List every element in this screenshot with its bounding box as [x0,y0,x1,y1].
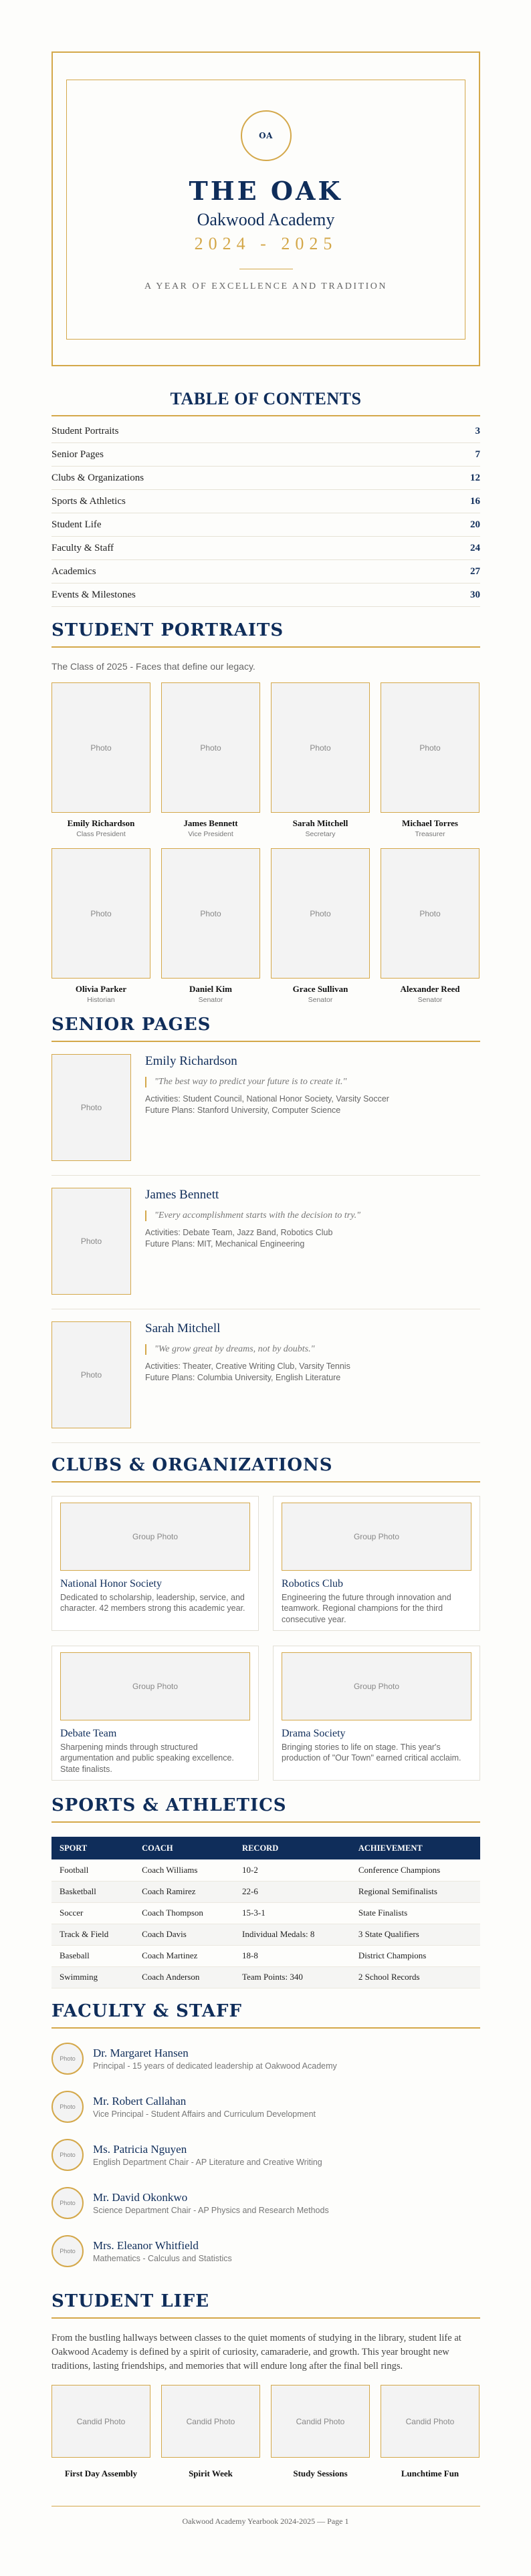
student-name: Alexander Reed [400,984,460,994]
club-grid [51,1496,480,1781]
seniors-section [51,1015,480,1443]
portraits-section [51,620,480,1004]
toc-item-label: Student Portraits [51,425,119,436]
faculty-name: Mr. David Okonkwo [93,2191,188,2204]
cell-achievement: Conference Champions [350,1859,480,1881]
faculty-role: Vice Principal - Student Affairs and Curriculum Development [93,2109,316,2119]
club-photo: Group Photo [60,1503,250,1571]
candid-photo: Candid Photo [271,2385,370,2458]
cell-achievement: District Champions [350,1945,480,1966]
cell-achievement: State Finalists [350,1902,480,1924]
student-role: Historian [87,996,115,1004]
avatar: Photo [51,2091,84,2123]
cell-achievement: Regional Semifinalists [350,1881,480,1902]
senior-photo: Photo [51,1188,131,1295]
avatar: Photo [51,2187,84,2219]
life-text: From the bustling hallways between classes to the quiet moments of studying in the library, student life at Oakwood Academy is defined by a spirit of curiosity, camaraderie, and growth. This year brought new traditions, lasting friendships, and memories that will endure long after the final bell rings. [51,2333,461,2372]
faculty-info [93,2095,316,2119]
student-role: Vice President [188,830,233,838]
avatar: Photo [51,2139,84,2171]
life-grid [51,2385,480,2479]
toc-item[interactable] [51,537,480,560]
senior-name: Emily Richardson [145,1054,237,1068]
cell-record: Team Points: 340 [234,1966,350,1988]
life-rule [51,2317,480,2319]
senior-info [145,1321,350,1431]
school-years: 2024 - 2025 [194,234,338,253]
faculty-list [51,2035,480,2275]
cell-sport: Football [51,1859,134,1881]
life-caption: Lunchtime Fun [401,2468,459,2479]
cell-coach: Coach Martinez [134,1945,234,1966]
candid-photo: Candid Photo [381,2385,480,2458]
toc-rule [51,415,480,416]
student-name: Emily Richardson [67,818,135,828]
club-desc: Bringing stories to life on stage. This year's production of "Our Town" earned critical acclaim. [282,1743,461,1763]
portrait-photo: Photo [161,848,260,979]
sports-header-row [51,1837,480,1859]
student-role: Senator [308,996,333,1004]
faculty-role: Science Department Chair - AP Physics and Research Methods [93,2206,329,2215]
toc-item-label: Events & Milestones [51,589,136,600]
toc-item-page: 27 [470,565,480,577]
club-name: Drama Society [282,1728,346,1739]
senior-plans: Future Plans: MIT, Mechanical Engineering [145,1239,305,1249]
student-role: Secretary [305,830,336,838]
faculty-info [93,2239,232,2263]
portrait-card[interactable] [271,848,370,1004]
sports-section [51,1795,480,1988]
portrait-grid [51,682,480,1004]
faculty-name: Mr. Robert Callahan [93,2095,187,2107]
student-name: Sarah Mitchell [292,818,348,828]
student-name: Daniel Kim [189,984,232,994]
faculty-item[interactable] [51,2131,480,2179]
faculty-section [51,2001,480,2275]
toc-item[interactable] [51,560,480,584]
faculty-info [93,2191,329,2215]
faculty-item[interactable] [51,2083,480,2131]
toc-section [51,389,480,607]
senior-name: Sarah Mitchell [145,1321,221,1335]
senior-activities: Activities: Debate Team, Jazz Band, Robotics Club [145,1228,333,1237]
cell-coach: Coach Williams [134,1859,234,1881]
sports-rule [51,1821,480,1823]
life-card[interactable] [161,2385,260,2479]
sports-table [51,1837,480,1988]
toc-item-label: Senior Pages [51,448,104,460]
toc-item[interactable] [51,490,480,513]
club-name: Debate Team [60,1728,117,1739]
life-card[interactable] [51,2385,150,2479]
senior-activities: Activities: Student Council, National Honor Society, Varsity Soccer [145,1094,389,1104]
portrait-card[interactable] [161,682,260,838]
cell-record: Individual Medals: 8 [234,1924,350,1945]
faculty-title: FACULTY & STAFF [51,2001,242,2021]
student-role: Senator [198,996,223,1004]
clubs-title: CLUBS & ORGANIZATIONS [51,1455,333,1475]
life-caption: Spirit Week [189,2468,233,2479]
toc-item-page: 16 [470,495,480,507]
col-coach: COACH [134,1837,234,1859]
faculty-role: English Department Chair - AP Literature and Creative Writing [93,2158,322,2167]
cell-record: 15-3-1 [234,1902,350,1924]
life-section [51,2291,480,2479]
toc-item-page: 12 [470,472,480,483]
table-row [51,1924,480,1945]
student-name: James Bennett [183,818,238,828]
senior-quote: "The best way to predict your future is to create it." [145,1077,389,1087]
toc-item[interactable] [51,513,480,537]
cell-sport: Baseball [51,1945,134,1966]
faculty-role: Principal - 15 years of dedicated leadership at Oakwood Academy [93,2061,337,2071]
faculty-item[interactable] [51,2227,480,2275]
cell-coach: Coach Ramirez [134,1881,234,1902]
col-sport: SPORT [51,1837,134,1859]
cell-record: 10-2 [234,1859,350,1881]
faculty-name: Ms. Patricia Nguyen [93,2143,187,2156]
page-footer: Oakwood Academy Yearbook 2024-2025 — Page 1 [182,2517,349,2526]
student-name: Olivia Parker [75,984,127,994]
student-name: Michael Torres [402,818,458,828]
senior-quote: "Every accomplishment starts with the decision to try." [145,1210,360,1221]
toc-item-label: Clubs & Organizations [51,472,144,483]
toc-title: TABLE OF CONTENTS [170,389,362,408]
toc-list [51,420,480,607]
cover-frame [51,51,480,366]
club-photo: Group Photo [282,1503,471,1571]
toc-item-label: Student Life [51,519,102,530]
table-row [51,1902,480,1924]
portraits-rule [51,646,480,648]
club-name: National Honor Society [60,1578,162,1589]
portrait-card[interactable] [271,682,370,838]
clubs-section [51,1455,480,1781]
faculty-info [93,2047,337,2071]
toc-item-label: Academics [51,565,96,577]
toc-item[interactable] [51,443,480,467]
senior-quote: "We grow great by dreams, not by doubts." [145,1344,350,1355]
cell-coach: Coach Anderson [134,1966,234,1988]
club-card[interactable] [51,1646,259,1781]
senior-info [145,1188,360,1297]
student-name: Grace Sullivan [292,984,348,994]
portrait-photo: Photo [381,682,480,813]
avatar: Photo [51,2043,84,2075]
faculty-rule [51,2027,480,2029]
portrait-card[interactable] [51,848,150,1004]
faculty-item[interactable] [51,2035,480,2083]
cell-sport: Soccer [51,1902,134,1924]
toc-item[interactable] [51,584,480,607]
faculty-info [93,2143,322,2167]
life-card[interactable] [381,2385,480,2479]
faculty-name: Dr. Margaret Hansen [93,2047,189,2059]
club-name: Robotics Club [282,1578,344,1589]
student-role: Treasurer [415,830,445,838]
portrait-card[interactable] [51,682,150,838]
cell-sport: Basketball [51,1881,134,1902]
student-role: Class President [76,830,126,838]
faculty-item[interactable] [51,2179,480,2227]
toc-item[interactable] [51,420,480,443]
cell-record: 22-6 [234,1881,350,1902]
cell-achievement: 3 State Qualifiers [350,1924,480,1945]
senior-photo: Photo [51,1321,131,1428]
table-row [51,1881,480,1902]
yearbook-title: THE OAK [189,176,343,206]
sports-title: SPORTS & ATHLETICS [51,1795,287,1815]
senior-name: James Bennett [145,1188,219,1202]
club-desc: Dedicated to scholarship, leadership, service, and character. 42 members strong this academic year. [60,1593,245,1614]
cover-inner-frame [66,80,465,340]
club-card[interactable] [273,1646,480,1781]
club-card[interactable] [51,1496,259,1631]
cell-achievement: 2 School Records [350,1966,480,1988]
col-achievement: ACHIEVEMENT [350,1837,480,1859]
toc-item-page: 24 [470,542,480,553]
cell-coach: Coach Davis [134,1924,234,1945]
life-caption: Study Sessions [293,2468,348,2479]
candid-photo: Candid Photo [161,2385,260,2458]
portraits-title: STUDENT PORTRAITS [51,620,284,640]
candid-photo: Candid Photo [51,2385,150,2458]
clubs-rule [51,1481,480,1483]
life-caption: First Day Assembly [64,2468,138,2479]
school-seal: OA [241,110,292,161]
seniors-title: SENIOR PAGES [51,1015,211,1035]
portrait-photo: Photo [51,682,150,813]
club-card[interactable] [273,1496,480,1631]
club-photo: Group Photo [282,1652,471,1720]
portrait-photo: Photo [161,682,260,813]
table-row [51,1966,480,1988]
portrait-card[interactable] [161,848,260,1004]
toc-item-page: 3 [475,425,480,436]
portrait-photo: Photo [51,848,150,979]
portrait-photo: Photo [381,848,480,979]
student-role: Senator [417,996,443,1004]
cell-record: 18-8 [234,1945,350,1966]
senior-entry[interactable] [51,1042,480,1176]
table-row [51,1945,480,1966]
life-card[interactable] [271,2385,370,2479]
senior-info [145,1054,389,1164]
portraits-intro: The Class of 2025 - Faces that define our legacy. [51,661,255,672]
toc-item-page: 20 [470,519,480,530]
senior-activities: Activities: Theater, Creative Writing Club, Varsity Tennis [145,1362,350,1371]
club-desc: Engineering the future through innovation and teamwork. Regional champions for the third consecutive year. [282,1593,451,1624]
cell-coach: Coach Thompson [134,1902,234,1924]
portrait-photo: Photo [271,682,370,813]
toc-item-label: Faculty & Staff [51,542,114,553]
life-title: STUDENT LIFE [51,2291,210,2311]
senior-plans: Future Plans: Stanford University, Computer Science [145,1106,341,1115]
avatar: Photo [51,2235,84,2267]
faculty-role: Mathematics - Calculus and Statistics [93,2254,232,2263]
club-photo: Group Photo [60,1652,250,1720]
portrait-card[interactable] [381,848,480,1004]
toc-item-page: 7 [475,448,480,460]
cell-sport: Swimming [51,1966,134,1988]
toc-item-page: 30 [470,589,480,600]
portrait-card[interactable] [381,682,480,838]
cover-tagline: A YEAR OF EXCELLENCE AND TRADITION [144,281,388,291]
club-desc: Sharpening minds through structured argumentation and public speaking excellence. State finalists. [60,1743,234,1774]
senior-plans: Future Plans: Columbia University, English Literature [145,1373,341,1382]
school-name: Oakwood Academy [197,210,335,229]
senior-entry[interactable] [51,1176,480,1309]
senior-entry[interactable] [51,1309,480,1443]
col-record: RECORD [234,1837,350,1859]
toc-item[interactable] [51,467,480,490]
portrait-photo: Photo [271,848,370,979]
senior-photo: Photo [51,1054,131,1161]
toc-item-label: Sports & Athletics [51,495,126,507]
table-row [51,1859,480,1881]
cell-sport: Track & Field [51,1924,134,1945]
faculty-name: Mrs. Eleanor Whitfield [93,2239,199,2252]
